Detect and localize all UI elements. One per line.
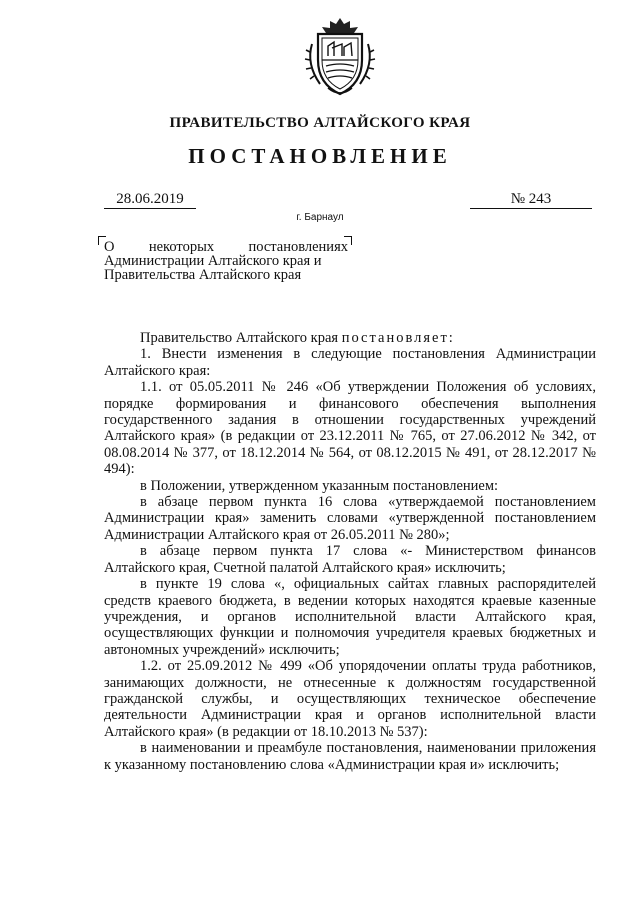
coat-of-arms-emblem — [298, 14, 382, 98]
body-paragraph-2: 1.1. от 05.05.2011 № 246 «Об утверждении Положения об условиях, порядке формирования и финансового обеспечения выполнения государственного задания в отношении государственных учреждений Алтайского края» (в редакции от 23.12.2011 № 765, от 27.06.2012 № 342, от 08.08.2014 № 377, от 18.12.2014 № 564, от 08.12.2015 № 491, от 28.12.2017 № 494): — [104, 379, 596, 478]
body-paragraph-3: в Положении, утвержденном указанным постановлением: — [140, 477, 499, 494]
body-paragraph-7: 1.2. от 25.09.2012 № 499 «Об упорядочении оплаты труда работников, занимающих должности, не отнесенные к должностям государственной гражданской службы, и осуществляющих техническое обеспечение деятельности Администрации края и органов исполнительной власти Алтайского края» (в редакции от 18.10.2013 № 537): — [104, 658, 596, 740]
body-paragraph-4: в абзаце первом пункта 16 слова «утверждаемой постановлением Администрации края» заменить словами «утвержденной постановлением Администрации Алтайского края от 26.05.2011 № 280»; — [104, 494, 596, 543]
subject-line-rest: Администрации Алтайского края и Правительства Алтайского края — [104, 253, 322, 283]
government-name: ПРАВИТЕЛЬСТВО АЛТАЙСКОГО КРАЯ — [169, 115, 471, 131]
intro-colon: : — [448, 330, 453, 346]
intro-paragraph — [104, 330, 596, 346]
body-paragraph-1: 1. Внести изменения в следующие постановления Администрации Алтайского края: — [104, 346, 596, 379]
body-paragraph-5: в абзаце первом пункта 17 слова «- Министерством финансов Алтайского края, Счетной палатой Алтайского края» исключить; — [104, 543, 596, 576]
intro-decision-word: постановляет — [341, 330, 449, 346]
document-body — [104, 330, 596, 773]
document-date: 28.06.2019 — [104, 191, 196, 209]
intro-text: Правительство Алтайского края — [140, 330, 342, 346]
document-number: № 243 — [470, 191, 592, 209]
document-type-title: ПОСТАНОВЛЕНИЕ — [188, 144, 452, 168]
body-paragraph-8: в наименовании и преамбуле постановления, наименовании приложения к указанному постановлению слова «Администрации края и» исключить; — [104, 740, 596, 773]
body-paragraph-6: в пункте 19 слова «, официальных сайтах главных распорядителей средств краевого бюджета, в ведении которых находятся краевые казенные учреждения, и органов исполнительной власти Алтайского края, осуществляющих функции и полномочия учредителя краевых бюджетных и автономных учреждений» исключить; — [104, 576, 596, 658]
subject-line-1: О некоторых постановлениях — [104, 239, 348, 255]
city-name: г. Барнаул — [296, 212, 344, 223]
document-subject — [104, 240, 348, 282]
